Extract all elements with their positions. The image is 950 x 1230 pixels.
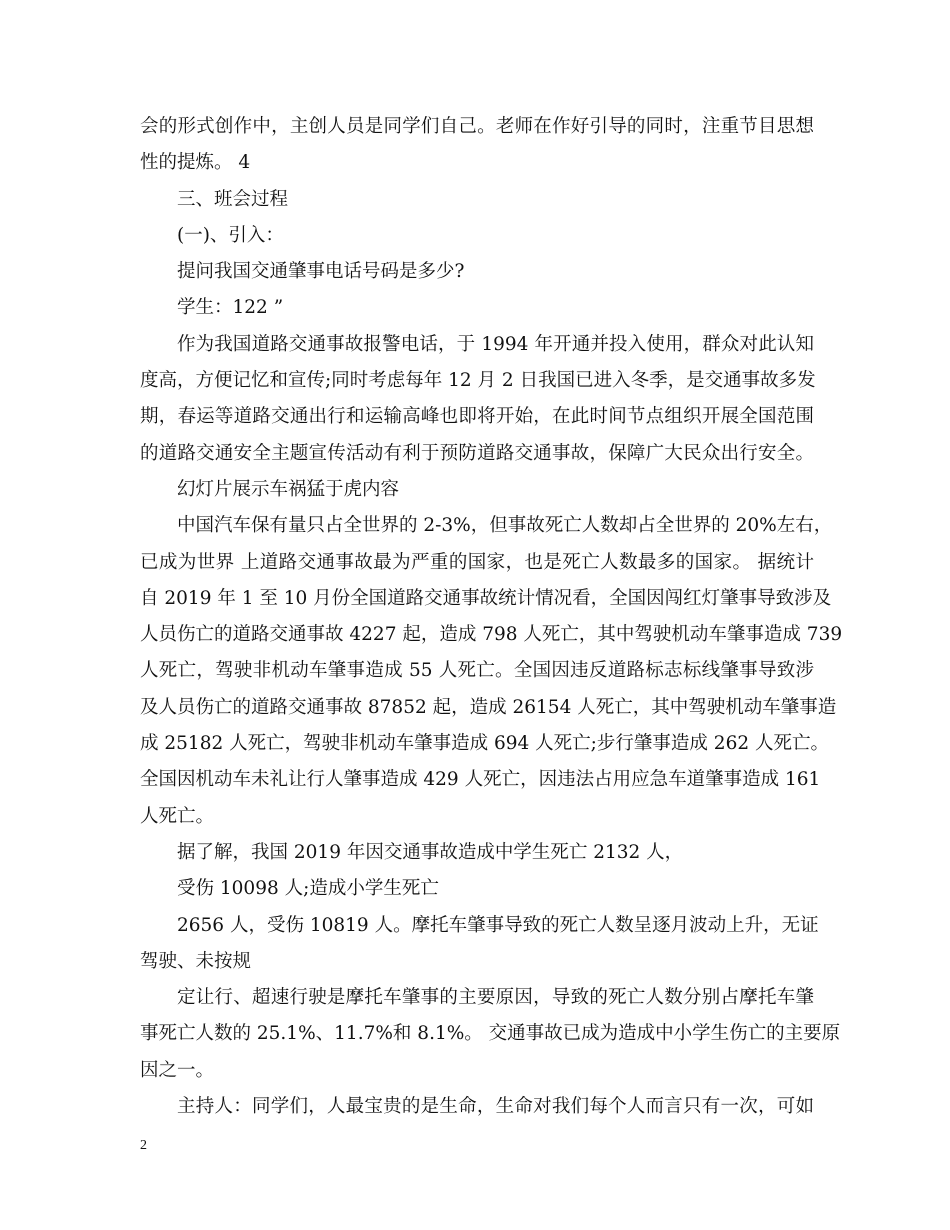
text-line: 已成为世界 上道路交通事故最为严重的国家，也是死亡人数最多的国家。 据统计 [140,551,814,573]
text-line: 度高，方便记忆和宣传;同时考虑每年 12 月 2 日我国已进入冬季，是交通事故多发 [140,370,816,392]
text-line: 幻灯片展示车祸猛于虎内容 [177,478,400,500]
text-line: 据了解，我国 2019 年因交通事故造成中学生死亡 2132 人， [177,841,684,863]
text-line: 事死亡人数的 25.1%、11.7%和 8.1%。 交通事故已成为造成中小学生伤亡的主要原 [140,1023,841,1045]
text-line: 作为我国道路交通事故报警电话，于 1994 年开通并投入使用，群众对此认知 [177,333,814,355]
text-line: 因之一。 [140,1059,215,1081]
text-line: 学生：122 ” [177,297,284,319]
text-line: 成 25182 人死亡，驾驶非机动车肇事造成 694 人死亡;步行肇事造成 262 人死亡。 [140,733,829,755]
text-line: 定让行、超速行驶是摩托车肇事的主要原因，导致的死亡人数分别占摩托车肇 [177,987,814,1009]
document-body [140,109,843,1125]
text-line: 人员伤亡的道路交通事故 4227 起，造成 798 人死亡，其中驾驶机动车肇事造成 739 [140,624,843,646]
text-line: 期，春运等道路交通出行和运输高峰也即将开始，在此时间节点组织开展全国范围 [140,406,814,428]
text-line: 性的提炼。 4 [140,152,251,174]
text-line: 人死亡。 [140,805,215,827]
text-line: 驾驶、未按规 [140,950,252,972]
text-line: 2656 人，受伤 10819 人。摩托车肇事导致的死亡人数呈逐月波动上升，无证 [177,914,819,936]
text-line: 自 2019 年 1 至 10 月份全国道路交通事故统计情况看，全国因闯红灯肇事导致涉及 [140,587,832,609]
text-line: 主持人：同学们，人最宝贵的是生命，生命对我们每个人而言只有一次，可如 [177,1096,814,1118]
subsection-heading: (一)、引入： [177,224,284,246]
text-line: 中国汽车保有量只占全世界的 2-3%，但事故死亡人数却占全世界的 20%左右， [177,515,833,537]
text-line: 人死亡，驾驶非机动车肇事造成 55 人死亡。全国因违反道路标志标线肇事导致涉 [140,660,814,682]
text-line: 受伤 10098 人;造成小学生死亡 [177,878,439,900]
text-line: 及人员伤亡的道路交通事故 87852 起，造成 26154 人死亡，其中驾驶机动车肇事造 [140,696,837,718]
text-line: 提问我国交通肇事电话号码是多少? [177,261,465,283]
text-line: 全国因机动车未礼让行人肇事造成 429 人死亡，因违法占用应急车道肇事造成 161 [140,769,821,791]
text-line: 会的形式创作中，主创人员是同学们自己。老师在作好引导的同时，注重节目思想 [140,116,814,137]
text-line: 的道路交通安全主题宣传活动有利于预防道路交通事故，保障广大民众出行安全。 [140,442,814,464]
page-number: 2 [140,1138,147,1153]
section-heading: 三、班会过程 [177,188,289,210]
